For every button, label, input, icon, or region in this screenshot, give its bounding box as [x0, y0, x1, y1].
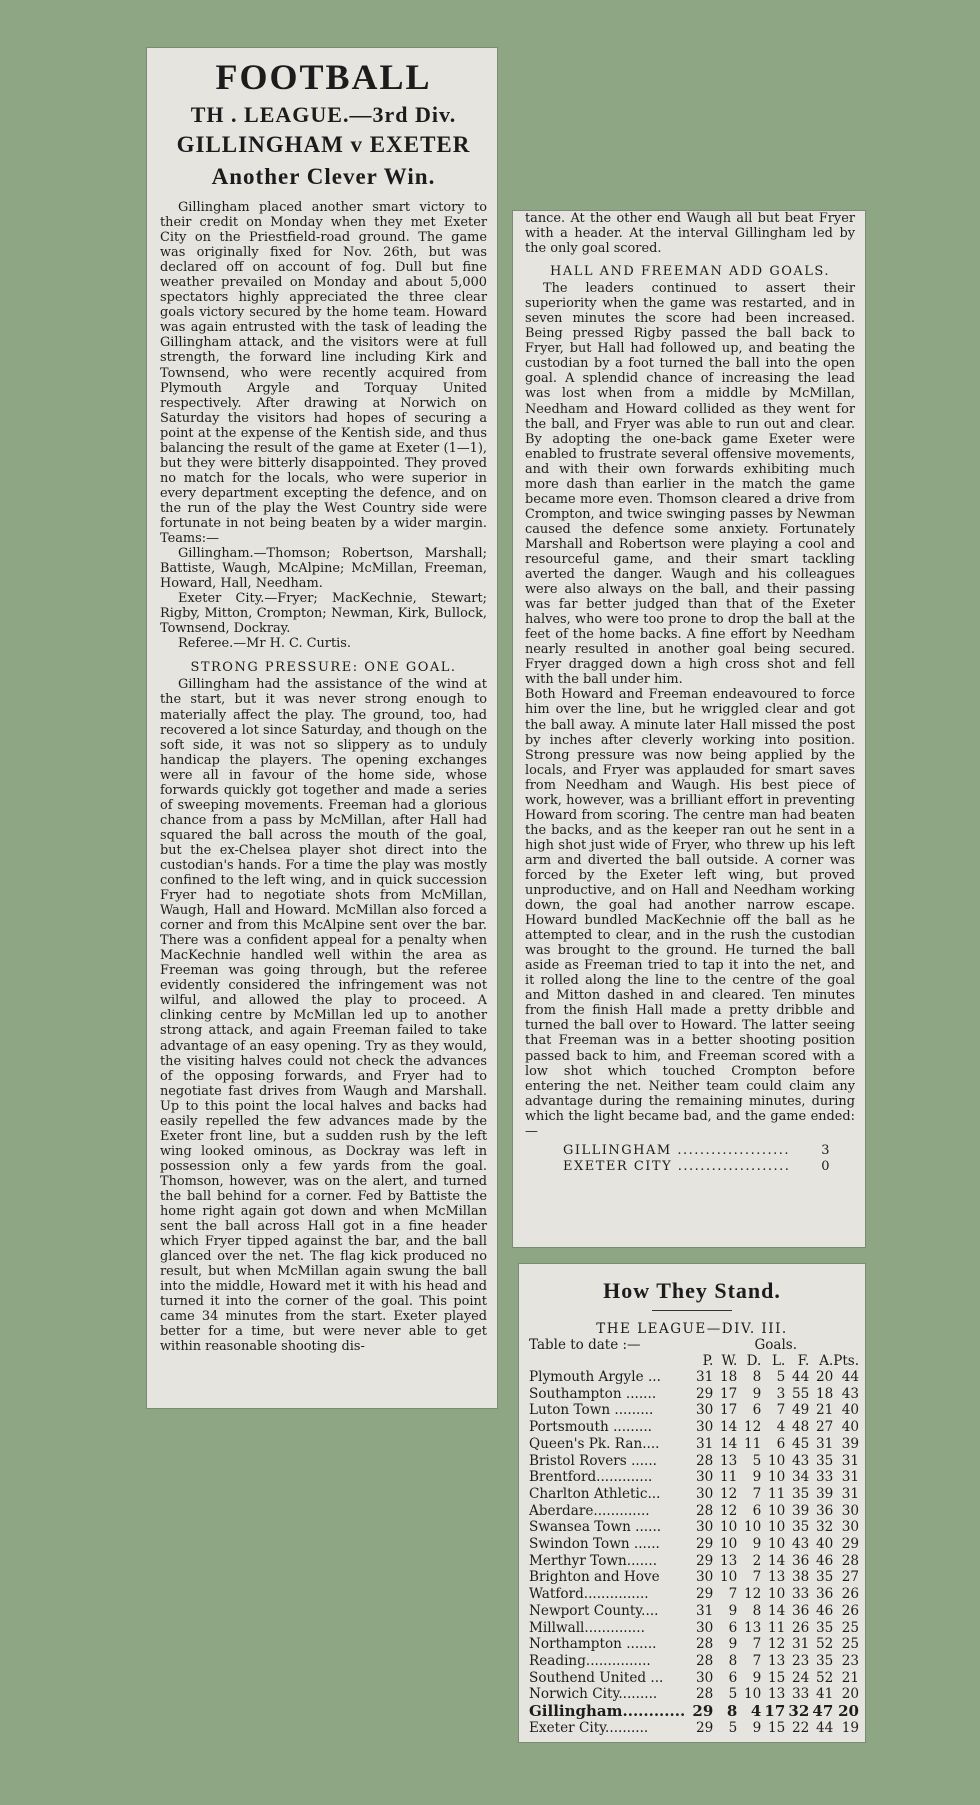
team-name: Norwich City.........: [529, 1686, 658, 1703]
table-cell: 26: [841, 1586, 859, 1603]
team-name: Northampton .......: [529, 1636, 657, 1653]
headline-win: Another Clever Win.: [211, 164, 436, 189]
table-cell: 30: [695, 1669, 714, 1686]
table-cell: 43: [791, 1452, 810, 1469]
table-cell: 5: [728, 1686, 738, 1703]
table-cell: 19: [841, 1719, 859, 1736]
table-cell: 30: [695, 1485, 714, 1502]
table-cell: 31: [841, 1452, 859, 1469]
table-cell: 2: [752, 1552, 762, 1569]
table-cell: 31: [695, 1435, 714, 1452]
table-cell: 40: [841, 1419, 859, 1436]
teams-exeter: Exeter City.—Fryer; MacKechnie, Stewart; Rigby, Mitton, Crompton; Newman, Kirk, Bullock, Townsend, Dockray.: [160, 591, 487, 637]
table-cell: 35: [815, 1569, 834, 1586]
team-name: Queen's Pk. Ran....: [529, 1435, 660, 1452]
table-cell: 24: [791, 1669, 810, 1686]
team-name: Plymouth Argyle ...: [529, 1369, 661, 1385]
league-table-clipping: [519, 1264, 865, 1742]
table-cell: 8: [726, 1702, 738, 1721]
table-cell: 32: [788, 1702, 810, 1721]
table-row: [519, 1670, 865, 1687]
col-w: W.: [721, 1353, 738, 1369]
table-cell: 30: [695, 1402, 714, 1419]
table-row: [519, 1703, 865, 1720]
table-cell: 28: [841, 1552, 859, 1569]
table-cell: 11: [767, 1619, 786, 1636]
table-cell: 29: [695, 1552, 714, 1569]
table-cell: 14: [767, 1552, 786, 1569]
article-clipping-second: [513, 211, 865, 1247]
result-score: 3: [821, 1142, 831, 1158]
team-name: Swindon Town ......: [529, 1536, 660, 1553]
table-cell: 20: [841, 1686, 859, 1703]
table-cell: 31: [815, 1435, 834, 1452]
table-cell: 17: [719, 1402, 738, 1419]
table-cell: 33: [791, 1686, 810, 1703]
table-row: [519, 1553, 865, 1570]
table-cell: 8: [752, 1369, 762, 1385]
table-cell: 29: [692, 1702, 714, 1721]
table-cell: 9: [728, 1602, 738, 1619]
table-cell: 34: [791, 1469, 810, 1486]
table-cell: 15: [767, 1669, 786, 1686]
col-l: L.: [772, 1353, 786, 1369]
table-cell: 44: [841, 1369, 859, 1385]
table-cell: 18: [719, 1369, 738, 1385]
table-cell: 13: [767, 1569, 786, 1586]
team-name: Exeter City..........: [529, 1719, 649, 1736]
table-cell: 48: [791, 1419, 810, 1436]
table-row: [519, 1419, 865, 1436]
table-cell: 6: [728, 1619, 738, 1636]
table-cell: 7: [752, 1485, 762, 1502]
table-row: [519, 1653, 865, 1670]
table-cell: 13: [719, 1552, 738, 1569]
table-cell: 18: [815, 1385, 834, 1402]
table-cell: 30: [695, 1419, 714, 1436]
table-cell: 35: [815, 1652, 834, 1669]
table-cell: 28: [695, 1502, 714, 1519]
table-row: [519, 1402, 865, 1419]
table-cell: 36: [791, 1602, 810, 1619]
col-pts: Pts.: [833, 1353, 859, 1369]
table-cell: 27: [815, 1419, 834, 1436]
team-name: Millwall..............: [529, 1619, 645, 1636]
table-cell: 6: [752, 1402, 762, 1419]
table-cell: 23: [791, 1652, 810, 1669]
headline-football: FOOTBALL: [215, 57, 432, 97]
table-row: [519, 1519, 865, 1536]
table-cell: 36: [791, 1552, 810, 1569]
table-row: [519, 1586, 865, 1603]
article-clipping-main: [147, 48, 497, 1408]
table-cell: 26: [791, 1619, 810, 1636]
title-rule: [652, 1310, 732, 1311]
table-cell: 27: [841, 1569, 859, 1586]
team-name: Swansea Town ......: [529, 1519, 662, 1536]
table-cell: 12: [767, 1636, 786, 1653]
table-cell: 6: [752, 1502, 762, 1519]
table-row: [519, 1620, 865, 1637]
table-cell: 8: [752, 1602, 762, 1619]
table-cell: 7: [752, 1652, 762, 1669]
table-cell: 21: [841, 1669, 859, 1686]
table-cell: 29: [841, 1536, 859, 1553]
table-cell: 35: [815, 1619, 834, 1636]
table-cell: 30: [695, 1619, 714, 1636]
table-cell: 13: [743, 1619, 762, 1636]
table-cell: 52: [815, 1669, 834, 1686]
table-cell: 55: [791, 1385, 810, 1402]
result-score: 0: [821, 1158, 831, 1174]
table-row: [519, 1469, 865, 1486]
table-cell: 4: [776, 1419, 786, 1436]
league-table-subtitle: THE LEAGUE—DIV. III.: [596, 1321, 788, 1337]
table-row: [519, 1436, 865, 1453]
table-cell: 7: [776, 1402, 786, 1419]
result-team: EXETER CITY ....................: [563, 1158, 791, 1174]
table-cell: 35: [791, 1485, 810, 1502]
league-table: [519, 1353, 865, 1736]
team-name: Aberdare.............: [529, 1502, 650, 1519]
table-cell: 43: [841, 1385, 859, 1402]
table-cell: 12: [719, 1502, 738, 1519]
col-d: D.: [746, 1353, 762, 1369]
table-cell: 29: [695, 1536, 714, 1553]
table-cell: 33: [815, 1469, 834, 1486]
table-cell: 3: [776, 1385, 786, 1402]
table-cell: 13: [719, 1452, 738, 1469]
table-cell: 10: [767, 1502, 786, 1519]
team-name: Bristol Rovers ......: [529, 1452, 657, 1469]
table-cell: 6: [728, 1669, 738, 1686]
table-cell: 39: [791, 1502, 810, 1519]
goals-label: Goals.: [754, 1337, 797, 1353]
table-cell: 28: [695, 1636, 714, 1653]
table-cell: 30: [841, 1502, 859, 1519]
table-cell: 8: [728, 1652, 738, 1669]
team-name: Southampton .......: [529, 1385, 657, 1402]
table-cell: 25: [841, 1619, 859, 1636]
table-cell: 5: [752, 1452, 762, 1469]
table-cell: 31: [695, 1602, 714, 1619]
table-cell: 23: [841, 1652, 859, 1669]
table-cell: 12: [743, 1419, 762, 1436]
article-col2-cont: Both Howard and Freeman endeavoured to force him over the line, but he wriggled clear and got the ball away. A minute later Hall missed the post by inches after cleverly working into position. Strong pressure was now being applied by the locals, and Fryer was applauded for smart saves from Needham and Waugh. His best piece of work, however, was a brilliant effort in preventing Howard from scoring. The centre man had beaten the backs, and as the keeper ran out he sent in a high shot just wide of Fryer, who threw up his left arm and diverted the ball outside. A corner was forced by the Exeter left wing, but proved unproductive, and on Hall and Needham working down, the goal had another narrow escape. Howard bundled MacKechnie off the ball as he attempted to clear, and in the rush the custodian was brought to the ground. He turned the ball aside as Freeman tried to tap it into the net, and it rolled along the line to the centre of the goal and Mitton dashed in and cleared. Ten minutes from the finish Hall made a pretty dribble and turned the ball over to Howard. The latter seeing that Freeman was in a better shooting position passed back to him, and Freeman scored with a low shot which touched Crompton before entering the net. Neither team could claim any advantage during the remaining minutes, during which the light became bad, and the game ended:—: [525, 687, 855, 1139]
article-intro: Gillingham placed another smart victory to their credit on Monday when they met Exeter City on the Priestfield-road ground. The game was originally fixed for Nov. 26th, but was declared off on account of fog. Dull but fine weather prevailed on Monday and about 5,000 spectators highly appreciated the three clear goals victory secured by the home team. Howard was again entrusted with the task of leading the Gillingham attack, and the visitors were at full strength, the forward line including Kirk and Townsend, who were recently acquired from Plymouth Argyle and Torquay United respectively. After drawing at Norwich on Saturday the visitors had hopes of securing a point at the expense of the Kentish side, and thus balancing the result of the game at Exeter (1—1), but they were bitterly disappointed. They proved no match for the locals, who were superior in every department excepting the defence, and on the run of the play the West Country side were fortunate in not being beaten by a wider margin. Teams:—: [160, 200, 487, 547]
table-cell: 9: [752, 1669, 762, 1686]
table-row: [519, 1536, 865, 1553]
table-cell: 14: [719, 1419, 738, 1436]
table-cell: 36: [815, 1586, 834, 1603]
table-cell: 30: [695, 1569, 714, 1586]
table-cell: 5: [776, 1369, 786, 1385]
result-row-gillingham: [525, 1143, 855, 1159]
article-hall-text: The leaders continued to assert their superiority when the game was restarted, and in seven minutes the score had been increased. Being pressed Rigby passed the ball back to Fryer, but Hall had followed up, and beating the custodian by a foot turned the ball into the open goal. A splendid chance of increasing the lead was lost when from a middle by McMillan, Needham and Howard collided as they went for the ball, and Fryer was able to run out and clear. By adopting the one-back game Exeter were enabled to frustrate several offensive movements, and with their own forwards exhibiting much more dash than earlier in the match the game became more even. Thomson cleared a drive from Crompton, and twice swinging passes by Newman caused the defence some anxiety. Fortunately Marshall and Robertson were playing a cool and resourceful game, and their smart tackling averted the danger. Waugh and his colleagues were also always on the ball, and their passing was far better judged than that of the Exeter halves, who were too prone to drop the ball at the feet of the home backs. A fine effort by Needham nearly resulted in another goal being secured. Fryer dragged down a high cross shot and fell with the ball under him.: [525, 281, 855, 688]
table-cell: 12: [719, 1485, 738, 1502]
table-cell: 10: [719, 1519, 738, 1536]
table-cell: 28: [695, 1686, 714, 1703]
table-row: [519, 1603, 865, 1620]
table-cell: 47: [812, 1702, 834, 1721]
table-cell: 10: [767, 1519, 786, 1536]
table-cell: 30: [695, 1469, 714, 1486]
col-p: P.: [702, 1353, 714, 1369]
table-cell: 20: [815, 1369, 834, 1385]
table-cell: 9: [752, 1536, 762, 1553]
table-cell: 41: [815, 1686, 834, 1703]
table-cell: 9: [728, 1636, 738, 1653]
table-cell: 40: [841, 1402, 859, 1419]
team-name: Brentford.............: [529, 1469, 653, 1486]
headline-match: GILLINGHAM v EXETER: [176, 132, 471, 157]
table-cell: 49: [791, 1402, 810, 1419]
table-cell: 26: [841, 1602, 859, 1619]
result-block: [525, 1143, 855, 1175]
table-cell: 5: [728, 1719, 738, 1736]
table-cell: 17: [764, 1702, 786, 1721]
article-pressure-text: Gillingham had the assistance of the wind at the start, but it was never strong enough to materially affect the play. The ground, too, had recovered a lot since Saturday, and though on the soft side, it was not so slippery as to unduly handicap the players. The opening exchanges were all in favour of the home side, whose forwards quickly got together and made a series of sweeping movements. Freeman had a glorious chance from a pass by McMillan, after Hall had squared the ball across the mouth of the goal, but the ex-Chelsea player shot direct into the custodian's hands. For a time the play was mostly confined to the left wing, and in quick succession Fryer had to negotiate shots from McMillan, Waugh, Hall and Howard. McMillan also forced a corner and from this McAlpine sent over the bar. There was a confident appeal for a penalty when MacKechnie handled well within the area as Freeman was going through, but the referee evidently considered the infringement was not wilful, and allowed the play to proceed. A clinking centre by McMillan led up to another strong attack, and again Freeman failed to take advantage of an easy opening. Try as they would, the visiting halves could not check the advances of the opposing forwards, and Fryer had to negotiate fast drives from Waugh and Marshall. Up to this point the local halves and backs had easily repelled the few advances made by the Exeter front line, but a sudden rush by the left wing looked ominous, as Dockray was left in possession only a few yards from the goal. Thomson, however, was on the alert, and turned the ball behind for a corner. Fed by Battiste the home right again got down and when McMillan sent the ball across Hall got in a fine header which Fryer tipped against the bar, and the ball glanced over the net. The flag kick produced no result, but when McMillan again swung the ball into the middle, Howard met it with his head and turned it into the corner of the goal. This point came 34 minutes from the start. Exeter played better for a time, but were never able to get within reasonable shooting dis-: [160, 677, 487, 1355]
table-cell: 7: [752, 1569, 762, 1586]
table-cell: 35: [815, 1452, 834, 1469]
table-cell: 38: [791, 1569, 810, 1586]
league-table-title: How They Stand.: [603, 1278, 781, 1303]
team-name: Merthyr Town.......: [529, 1552, 658, 1569]
team-name: Newport County....: [529, 1602, 659, 1619]
table-to-date: Table to date :—: [529, 1337, 641, 1353]
headline-league: TH . LEAGUE.—3rd Div.: [190, 102, 457, 127]
table-cell: 22: [791, 1719, 810, 1736]
table-cell: 7: [728, 1586, 738, 1603]
table-cell: 39: [841, 1435, 859, 1452]
table-row: [519, 1453, 865, 1470]
referee: Referee.—Mr H. C. Curtis.: [178, 636, 351, 652]
table-row: [519, 1386, 865, 1403]
table-cell: 29: [695, 1586, 714, 1603]
subhead-strong-pressure: STRONG PRESSURE: ONE GOAL.: [190, 660, 457, 676]
team-name: Gillingham............: [529, 1702, 686, 1721]
table-cell: 11: [719, 1469, 738, 1486]
team-name: Luton Town .........: [529, 1402, 654, 1419]
league-table-toprow: [519, 1337, 865, 1353]
result-row-exeter: [525, 1159, 855, 1175]
article-col2-start: tance. At the other end Waugh all but beat Fryer with a header. At the interval Gillingham led by the only goal scored.: [525, 211, 855, 257]
table-row: [519, 1686, 865, 1703]
table-row: [519, 1720, 865, 1737]
table-cell: 10: [767, 1586, 786, 1603]
col-a: A.: [819, 1353, 834, 1369]
teams-gillingham: Gillingham.—Thomson; Robertson, Marshall; Battiste, Waugh, McAlpine; McMillan, Freeman, Howard, Hall, Needham.: [160, 546, 487, 592]
team-name: Watford...............: [529, 1586, 649, 1603]
table-row: [519, 1486, 865, 1503]
table-cell: 30: [695, 1519, 714, 1536]
table-cell: 7: [752, 1636, 762, 1653]
team-name: Brighton and Hove: [529, 1569, 660, 1586]
table-cell: 28: [695, 1452, 714, 1469]
table-cell: 44: [791, 1369, 810, 1385]
table-cell: 33: [791, 1586, 810, 1603]
table-cell: 45: [791, 1435, 810, 1452]
table-cell: 31: [841, 1485, 859, 1502]
table-cell: 46: [815, 1552, 834, 1569]
table-cell: 4: [750, 1702, 762, 1721]
table-cell: 10: [767, 1536, 786, 1553]
table-cell: 15: [767, 1719, 786, 1736]
table-cell: 20: [838, 1702, 859, 1721]
table-cell: 32: [815, 1519, 834, 1536]
table-cell: 12: [743, 1586, 762, 1603]
table-row: [519, 1636, 865, 1653]
table-row: [519, 1369, 865, 1386]
table-cell: 11: [767, 1485, 786, 1502]
table-cell: 10: [743, 1519, 762, 1536]
table-cell: 35: [791, 1519, 810, 1536]
team-name: Southend United ...: [529, 1669, 664, 1686]
table-cell: 31: [791, 1636, 810, 1653]
table-cell: 11: [743, 1435, 762, 1452]
table-cell: 44: [815, 1719, 834, 1736]
table-cell: 31: [695, 1369, 714, 1385]
result-team: GILLINGHAM ....................: [563, 1142, 790, 1158]
table-cell: 17: [719, 1385, 738, 1402]
table-cell: 6: [776, 1435, 786, 1452]
table-cell: 9: [752, 1469, 762, 1486]
team-name: Reading...............: [529, 1652, 651, 1669]
col-f: F.: [797, 1353, 810, 1369]
table-cell: 13: [767, 1686, 786, 1703]
table-cell: 21: [815, 1402, 834, 1419]
table-cell: 9: [752, 1719, 762, 1736]
table-cell: 25: [841, 1636, 859, 1653]
table-row: [519, 1503, 865, 1520]
table-cell: 46: [815, 1602, 834, 1619]
table-cell: 10: [743, 1686, 762, 1703]
table-cell: 10: [719, 1569, 738, 1586]
table-cell: 10: [767, 1452, 786, 1469]
subhead-hall-freeman: HALL AND FREEMAN ADD GOALS.: [550, 264, 830, 280]
table-cell: 52: [815, 1636, 834, 1653]
table-cell: 39: [815, 1485, 834, 1502]
table-cell: 43: [791, 1536, 810, 1553]
table-cell: 30: [841, 1519, 859, 1536]
table-cell: 29: [695, 1719, 714, 1736]
table-cell: 29: [695, 1385, 714, 1402]
table-cell: 13: [767, 1652, 786, 1669]
table-cell: 14: [719, 1435, 738, 1452]
table-cell: 31: [841, 1469, 859, 1486]
table-cell: 10: [767, 1469, 786, 1486]
league-table-header: [519, 1353, 865, 1369]
table-cell: 40: [815, 1536, 834, 1553]
table-cell: 10: [719, 1536, 738, 1553]
table-cell: 36: [815, 1502, 834, 1519]
table-row: [519, 1569, 865, 1586]
team-name: Portsmouth .........: [529, 1419, 652, 1436]
table-cell: 14: [767, 1602, 786, 1619]
team-name: Charlton Athletic...: [529, 1485, 661, 1502]
table-cell: 9: [752, 1385, 762, 1402]
table-cell: 28: [695, 1652, 714, 1669]
